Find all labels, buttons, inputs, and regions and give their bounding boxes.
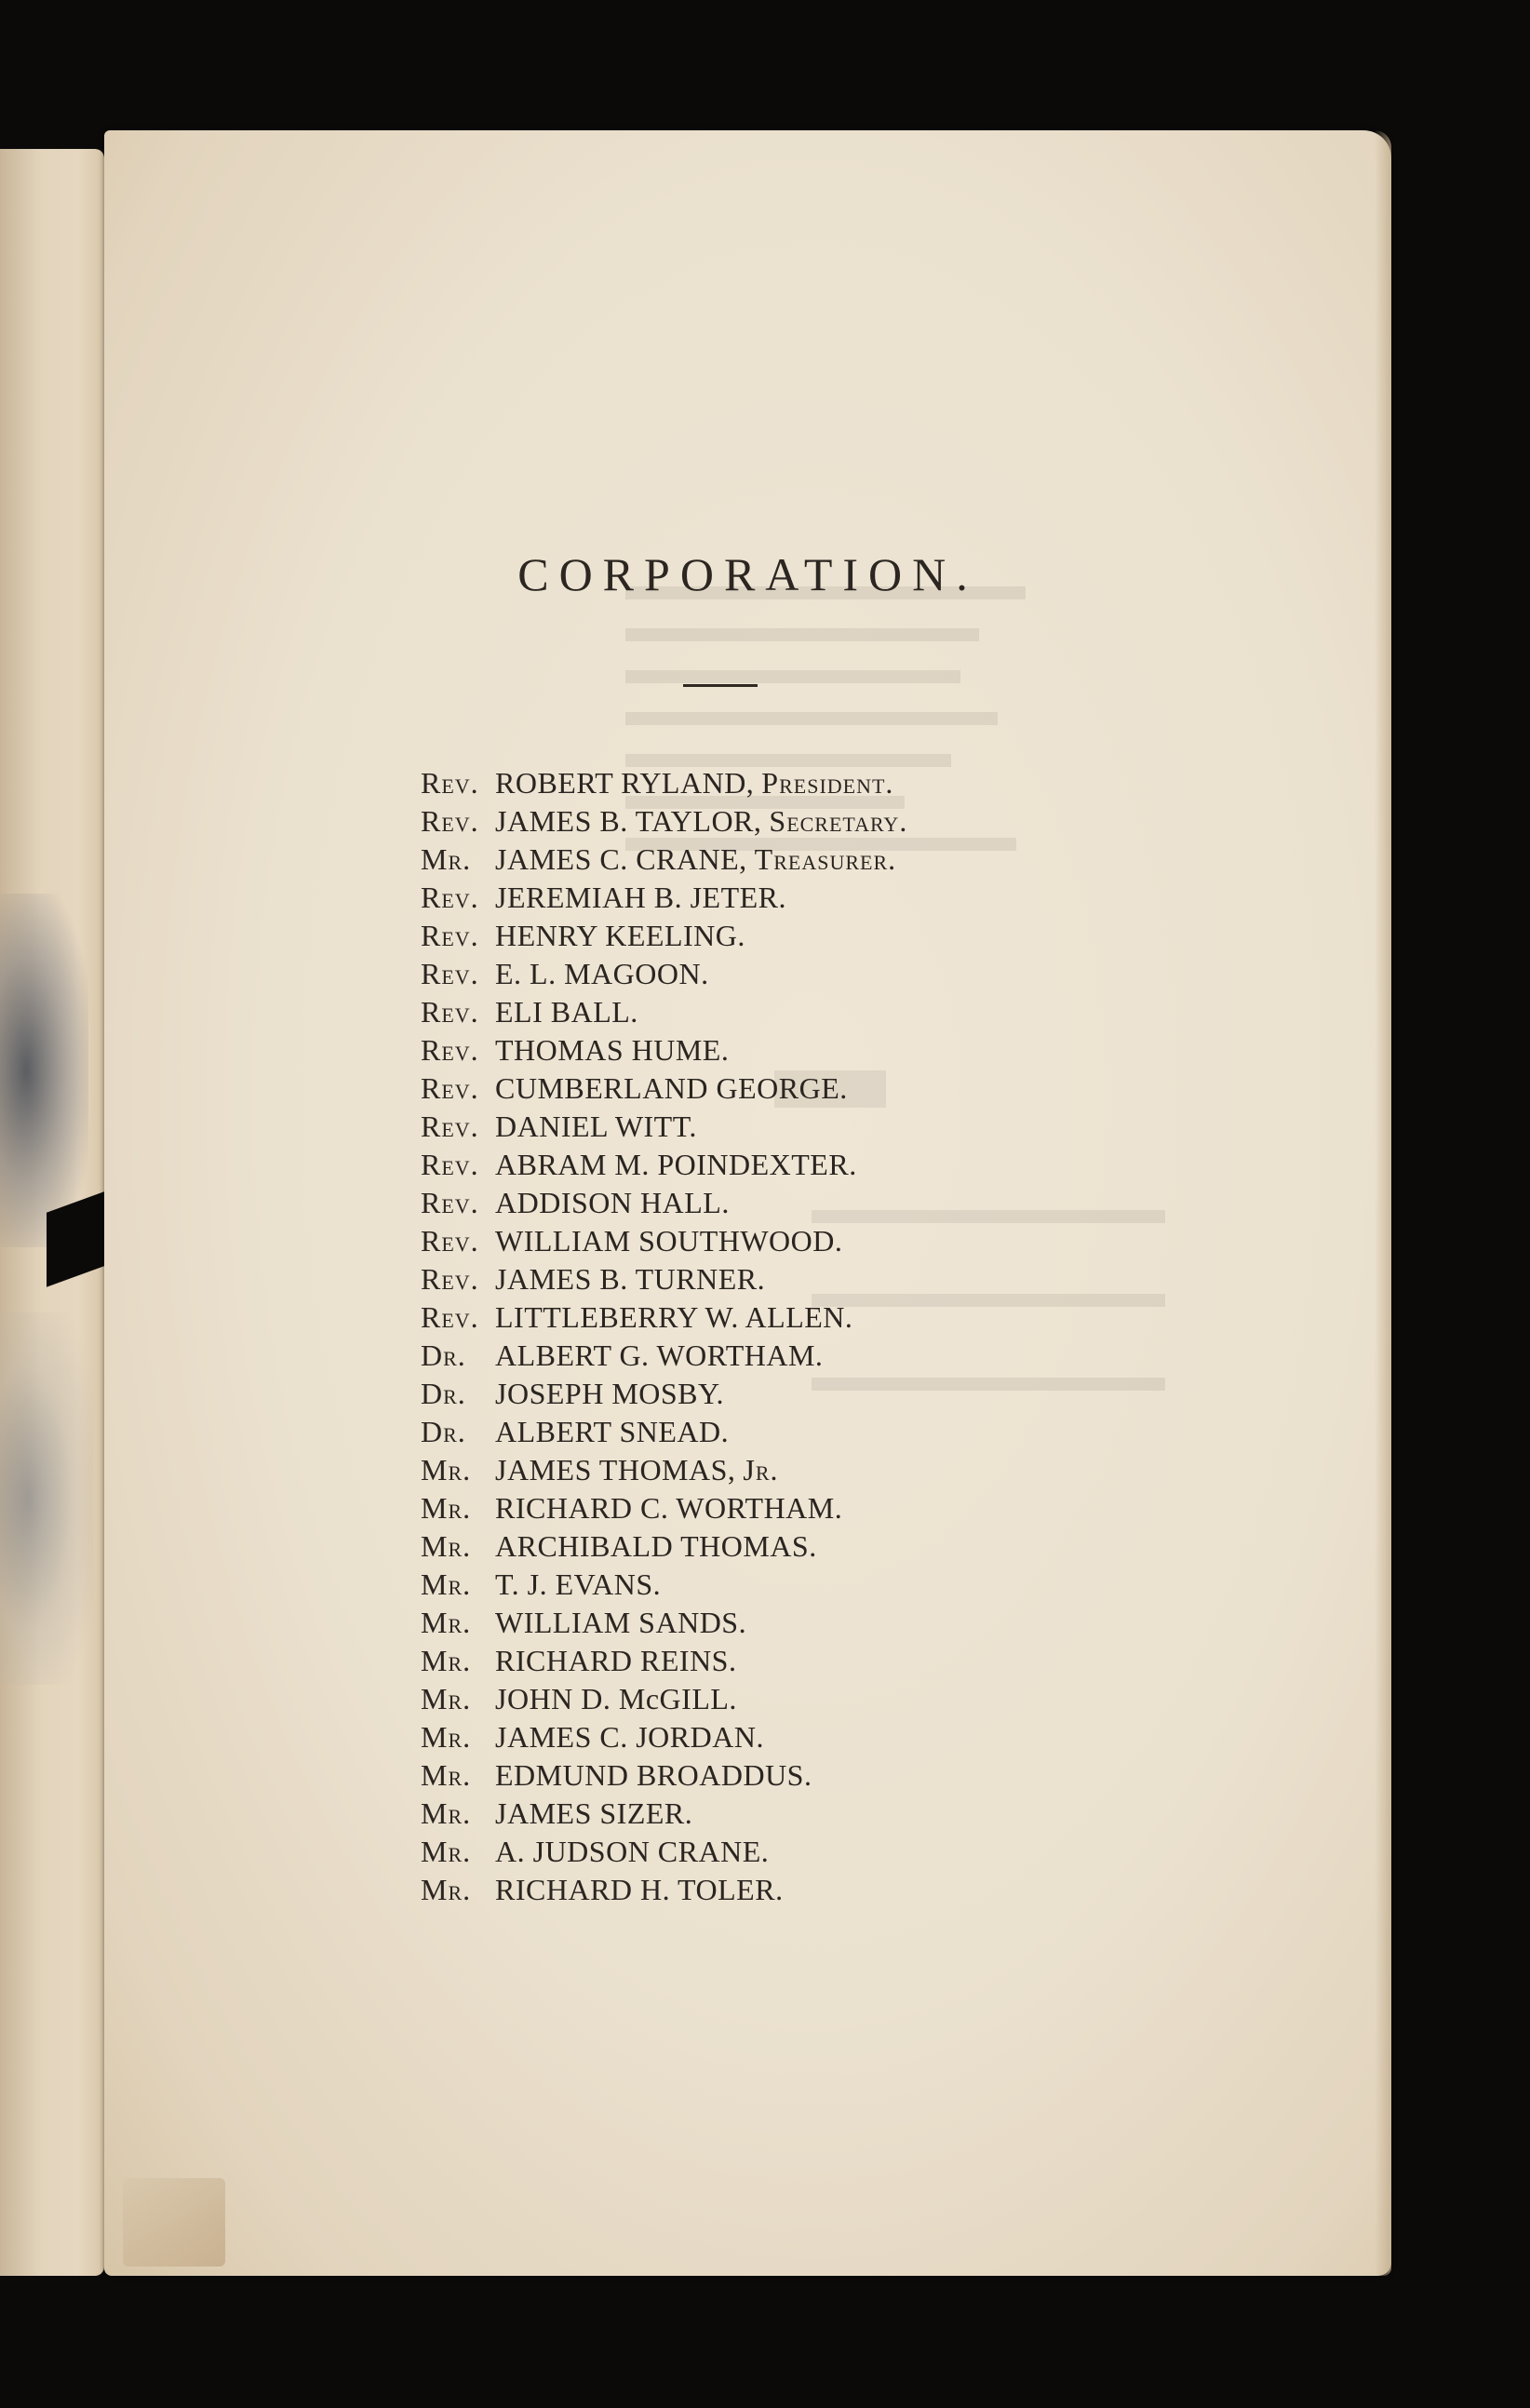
- member-honorific: Mr.: [421, 1796, 472, 1830]
- member-honorific: Mr.: [421, 1453, 472, 1487]
- member-name: THOMAS HUME.: [495, 1033, 730, 1067]
- member-name: CUMBERLAND GEORGE.: [495, 1071, 848, 1105]
- list-item: [421, 802, 907, 841]
- member-honorific: Rev.: [421, 1262, 479, 1296]
- member-name: ADDISON HALL.: [495, 1186, 730, 1219]
- member-name: JAMES C. JORDAN.: [495, 1720, 764, 1754]
- member-name: JEREMIAH B. JETER.: [495, 881, 786, 914]
- member-honorific: Rev.: [421, 1071, 479, 1105]
- list-item: [421, 1298, 907, 1337]
- member-role: Treasurer.: [754, 842, 897, 876]
- list-item: [421, 1222, 907, 1260]
- page-title: CORPORATION.: [517, 548, 978, 600]
- member-honorific: Rev.: [421, 957, 479, 990]
- member-name: ELI BALL.: [495, 995, 638, 1029]
- member-name: HENRY KEELING.: [495, 919, 745, 952]
- list-item: [421, 764, 907, 802]
- page-stain: [0, 894, 88, 1247]
- member-honorific: Dr.: [421, 1377, 466, 1410]
- member-honorific: Mr.: [421, 1758, 472, 1792]
- member-role: President.: [761, 766, 894, 800]
- member-name: JOSEPH MOSBY.: [495, 1377, 724, 1410]
- member-name: JAMES SIZER.: [495, 1796, 693, 1830]
- list-item: [421, 1795, 907, 1833]
- list-item: [421, 1375, 907, 1413]
- member-honorific: Mr.: [421, 1644, 472, 1677]
- member-name: JAMES B. TAYLOR,: [495, 804, 762, 838]
- member-honorific: Rev.: [421, 1033, 479, 1067]
- list-item: [421, 1489, 907, 1527]
- member-honorific: Rev.: [421, 1224, 479, 1258]
- member-honorific: Rev.: [421, 881, 479, 914]
- member-name: RICHARD C. WORTHAM.: [495, 1491, 843, 1525]
- member-honorific: Rev.: [421, 804, 479, 838]
- list-item: [421, 1146, 907, 1184]
- member-honorific: Mr.: [421, 1835, 472, 1868]
- member-honorific: Rev.: [421, 766, 479, 800]
- page-shading: [1375, 130, 1391, 2276]
- list-item: [421, 1718, 907, 1756]
- member-honorific: Rev.: [421, 1300, 479, 1334]
- document-page: [104, 130, 1391, 2276]
- member-honorific: Rev.: [421, 919, 479, 952]
- member-name: JAMES B. TURNER.: [495, 1262, 766, 1296]
- member-name: ROBERT RYLAND,: [495, 766, 755, 800]
- list-item: [421, 1642, 907, 1680]
- list-item: [421, 1108, 907, 1146]
- member-name: WILLIAM SANDS.: [495, 1606, 747, 1639]
- member-name: RICHARD H. TOLER.: [495, 1873, 784, 1906]
- member-honorific: Mr.: [421, 1682, 472, 1715]
- list-item: [421, 1871, 907, 1909]
- list-item: [421, 841, 907, 879]
- member-name: WILLIAM SOUTHWOOD.: [495, 1224, 843, 1258]
- member-honorific: Mr.: [421, 842, 472, 876]
- list-item: [421, 1413, 907, 1451]
- member-name: ABRAM M. POINDEXTER.: [495, 1148, 857, 1181]
- worn-corner: [123, 2178, 225, 2267]
- list-item: [421, 1260, 907, 1298]
- member-honorific: Mr.: [421, 1606, 472, 1639]
- list-item: [421, 993, 907, 1031]
- member-list: [421, 764, 907, 1909]
- list-item: [421, 917, 907, 955]
- member-name: ALBERT SNEAD.: [495, 1415, 730, 1448]
- list-item: [421, 1184, 907, 1222]
- member-name: LITTLEBERRY W. ALLEN.: [495, 1300, 853, 1334]
- member-honorific: Dr.: [421, 1339, 466, 1372]
- member-honorific: Mr.: [421, 1529, 472, 1563]
- list-item: [421, 1566, 907, 1604]
- list-item: [421, 1604, 907, 1642]
- member-name: JAMES THOMAS,: [495, 1453, 736, 1487]
- member-honorific: Rev.: [421, 995, 479, 1029]
- member-name: JOHN D. McGILL.: [495, 1682, 737, 1715]
- list-item: [421, 879, 907, 917]
- list-item: [421, 1069, 907, 1108]
- member-name: E. L. MAGOON.: [495, 957, 709, 990]
- member-name: RICHARD REINS.: [495, 1644, 737, 1677]
- member-honorific: Rev.: [421, 1186, 479, 1219]
- adjacent-page-edge: [0, 149, 104, 2276]
- list-item: [421, 1451, 907, 1489]
- member-role: Secretary.: [769, 804, 908, 838]
- member-name: ARCHIBALD THOMAS.: [495, 1529, 817, 1563]
- member-honorific: Mr.: [421, 1720, 472, 1754]
- list-item: [421, 1527, 907, 1566]
- list-item: [421, 1031, 907, 1069]
- title-rule: [683, 684, 758, 687]
- member-name: ALBERT G. WORTHAM.: [495, 1339, 824, 1372]
- member-name: JAMES C. CRANE,: [495, 842, 747, 876]
- member-name: A. JUDSON CRANE.: [495, 1835, 770, 1868]
- member-name: T. J. EVANS.: [495, 1567, 662, 1601]
- member-name: EDMUND BROADDUS.: [495, 1758, 812, 1792]
- member-honorific: Mr.: [421, 1567, 472, 1601]
- list-item: [421, 1833, 907, 1871]
- member-honorific: Dr.: [421, 1415, 466, 1448]
- list-item: [421, 1756, 907, 1795]
- member-honorific: Rev.: [421, 1110, 479, 1143]
- member-role: Jr.: [743, 1453, 779, 1487]
- page-stain: [0, 1312, 93, 1685]
- member-honorific: Rev.: [421, 1148, 479, 1181]
- list-item: [421, 1680, 907, 1718]
- member-name: DANIEL WITT.: [495, 1110, 697, 1143]
- list-item: [421, 955, 907, 993]
- member-honorific: Mr.: [421, 1873, 472, 1906]
- member-honorific: Mr.: [421, 1491, 472, 1525]
- list-item: [421, 1337, 907, 1375]
